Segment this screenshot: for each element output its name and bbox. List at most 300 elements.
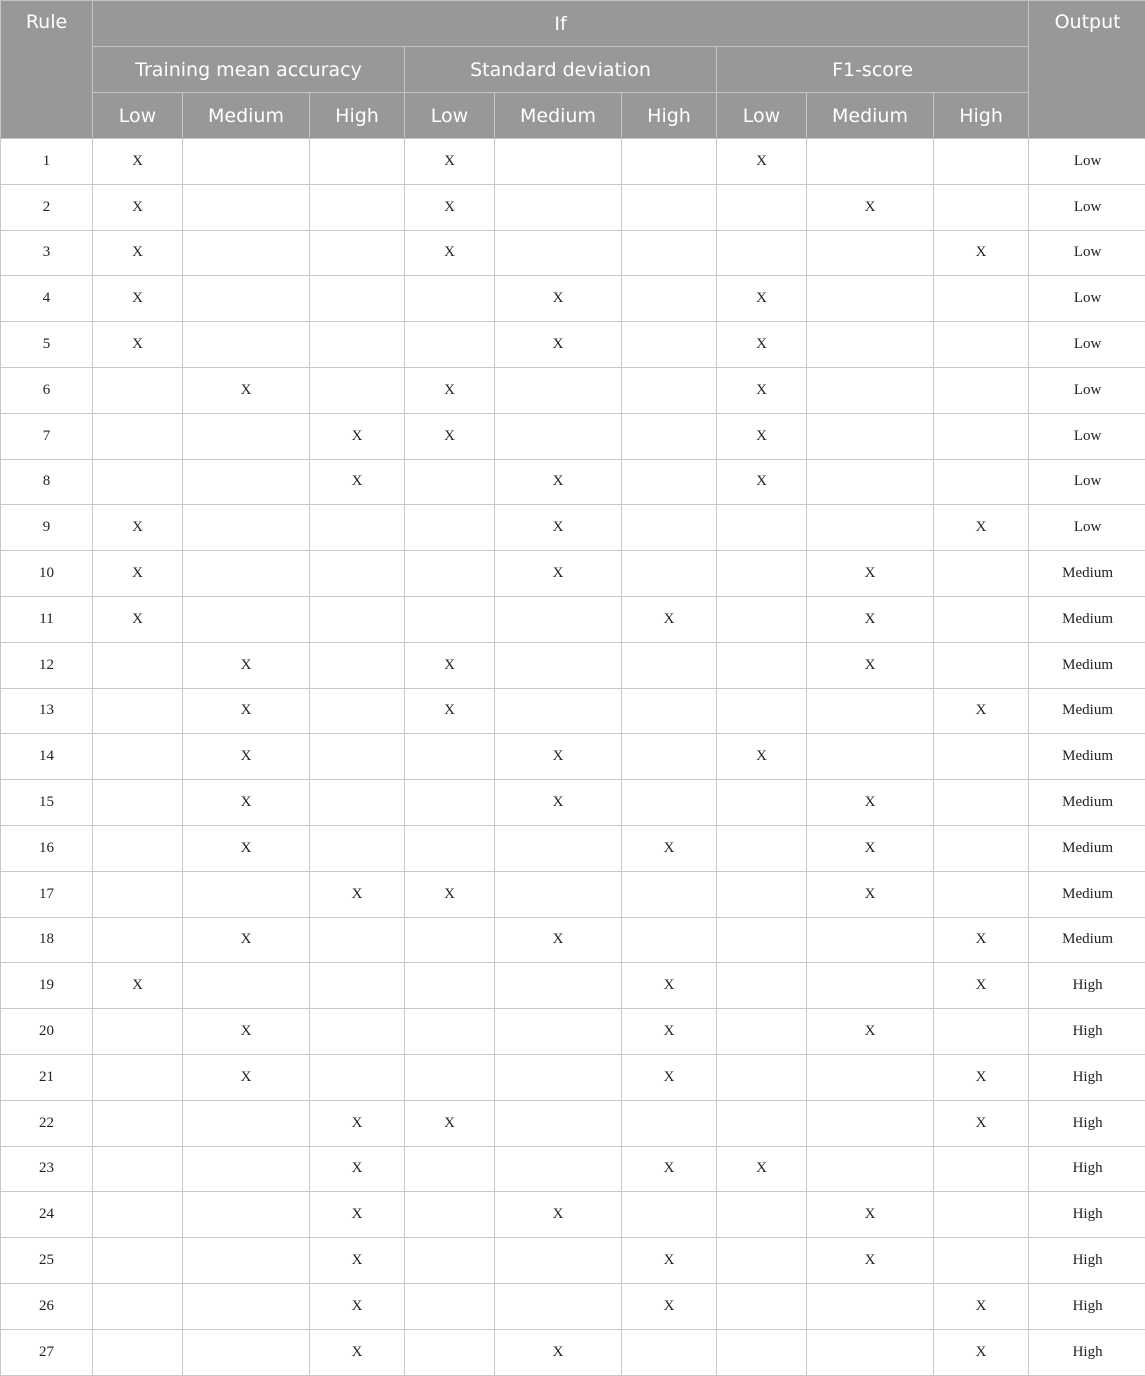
condition-cell: X	[622, 1283, 717, 1329]
condition-cell: X	[807, 1192, 934, 1238]
rule-number-cell: 15	[1, 780, 93, 826]
condition-cell	[93, 734, 183, 780]
condition-cell	[717, 688, 807, 734]
condition-cell: X	[93, 963, 183, 1009]
condition-cell	[717, 230, 807, 276]
table-row	[1, 1283, 1145, 1329]
table-row	[1, 1329, 1145, 1375]
condition-cell	[405, 780, 495, 826]
condition-cell	[717, 1192, 807, 1238]
condition-cell: X	[405, 367, 495, 413]
table-row	[1, 139, 1145, 185]
condition-cell	[495, 825, 622, 871]
condition-cell	[495, 1054, 622, 1100]
output-cell: Low	[1029, 413, 1145, 459]
rule-number-cell: 7	[1, 413, 93, 459]
condition-cell	[807, 1329, 934, 1375]
output-cell: Medium	[1029, 551, 1145, 597]
table-row	[1, 505, 1145, 551]
level-header: High	[934, 93, 1029, 139]
rule-number-cell: 2	[1, 184, 93, 230]
condition-cell	[93, 1009, 183, 1055]
level-header: Medium	[807, 93, 934, 139]
condition-cell: X	[310, 459, 405, 505]
condition-cell	[310, 734, 405, 780]
condition-cell	[93, 1238, 183, 1284]
rule-number-cell: 21	[1, 1054, 93, 1100]
condition-cell	[934, 871, 1029, 917]
condition-cell: X	[183, 1054, 310, 1100]
rule-number-cell: 13	[1, 688, 93, 734]
if-header: If	[93, 1, 1029, 47]
condition-cell	[622, 1329, 717, 1375]
condition-cell	[183, 1192, 310, 1238]
table-row	[1, 367, 1145, 413]
table-row	[1, 596, 1145, 642]
condition-cell	[717, 184, 807, 230]
condition-cell	[622, 1100, 717, 1146]
output-cell: High	[1029, 1100, 1145, 1146]
condition-cell: X	[495, 459, 622, 505]
table-row	[1, 780, 1145, 826]
condition-cell	[934, 1192, 1029, 1238]
condition-cell: X	[310, 1146, 405, 1192]
condition-cell: X	[934, 1283, 1029, 1329]
output-cell: High	[1029, 1283, 1145, 1329]
condition-cell	[495, 1146, 622, 1192]
condition-cell: X	[622, 963, 717, 1009]
group-header-training-accuracy: Training mean accuracy	[93, 47, 405, 93]
rule-number-cell: 27	[1, 1329, 93, 1375]
condition-cell: X	[622, 1009, 717, 1055]
condition-cell: X	[717, 276, 807, 322]
table-row	[1, 871, 1145, 917]
condition-cell	[807, 139, 934, 185]
output-cell: High	[1029, 1054, 1145, 1100]
condition-cell	[622, 688, 717, 734]
condition-cell	[310, 139, 405, 185]
condition-cell: X	[310, 413, 405, 459]
condition-cell: X	[807, 642, 934, 688]
condition-cell: X	[717, 734, 807, 780]
condition-cell	[934, 413, 1029, 459]
condition-cell	[807, 734, 934, 780]
output-cell: High	[1029, 1192, 1145, 1238]
condition-cell: X	[934, 230, 1029, 276]
condition-cell	[183, 1100, 310, 1146]
condition-cell: X	[183, 780, 310, 826]
condition-cell: X	[717, 459, 807, 505]
rule-number-cell: 22	[1, 1100, 93, 1146]
output-cell: High	[1029, 1146, 1145, 1192]
condition-cell	[405, 1329, 495, 1375]
condition-cell	[934, 139, 1029, 185]
condition-cell: X	[622, 1054, 717, 1100]
condition-cell: X	[310, 871, 405, 917]
condition-cell	[934, 184, 1029, 230]
condition-cell: X	[495, 1329, 622, 1375]
condition-cell: X	[93, 230, 183, 276]
condition-cell	[717, 505, 807, 551]
condition-cell	[495, 596, 622, 642]
table-row	[1, 551, 1145, 597]
condition-cell	[717, 1283, 807, 1329]
condition-cell	[622, 551, 717, 597]
table-row	[1, 1100, 1145, 1146]
condition-cell	[495, 367, 622, 413]
condition-cell: X	[405, 1100, 495, 1146]
condition-cell	[93, 1283, 183, 1329]
condition-cell: X	[495, 917, 622, 963]
condition-cell	[934, 322, 1029, 368]
condition-cell: X	[183, 688, 310, 734]
output-cell: Medium	[1029, 871, 1145, 917]
table-row	[1, 184, 1145, 230]
condition-cell	[622, 642, 717, 688]
condition-cell: X	[807, 825, 934, 871]
condition-cell	[622, 322, 717, 368]
condition-cell	[717, 1238, 807, 1284]
condition-cell	[934, 825, 1029, 871]
condition-cell	[934, 596, 1029, 642]
level-header: Low	[717, 93, 807, 139]
condition-cell	[405, 734, 495, 780]
condition-cell	[405, 963, 495, 1009]
condition-cell	[934, 780, 1029, 826]
condition-cell	[405, 1054, 495, 1100]
condition-cell	[310, 322, 405, 368]
rule-number-cell: 12	[1, 642, 93, 688]
condition-cell	[183, 230, 310, 276]
condition-cell	[934, 642, 1029, 688]
condition-cell: X	[93, 322, 183, 368]
condition-cell	[93, 459, 183, 505]
condition-cell: X	[495, 780, 622, 826]
condition-cell: X	[93, 139, 183, 185]
condition-cell	[183, 276, 310, 322]
condition-cell: X	[310, 1329, 405, 1375]
condition-cell: X	[310, 1192, 405, 1238]
condition-cell: X	[807, 1009, 934, 1055]
condition-cell: X	[934, 963, 1029, 1009]
condition-cell: X	[717, 139, 807, 185]
condition-cell: X	[310, 1283, 405, 1329]
rule-number-cell: 6	[1, 367, 93, 413]
condition-cell	[495, 1100, 622, 1146]
output-cell: Low	[1029, 230, 1145, 276]
condition-cell	[405, 1283, 495, 1329]
condition-cell: X	[934, 688, 1029, 734]
condition-cell	[183, 871, 310, 917]
condition-cell	[495, 413, 622, 459]
table-row	[1, 230, 1145, 276]
condition-cell	[93, 1146, 183, 1192]
condition-cell	[405, 1238, 495, 1284]
condition-cell	[310, 184, 405, 230]
output-cell: Low	[1029, 322, 1145, 368]
table-row	[1, 825, 1145, 871]
condition-cell: X	[495, 1192, 622, 1238]
condition-cell	[310, 505, 405, 551]
rule-number-cell: 19	[1, 963, 93, 1009]
table-row	[1, 413, 1145, 459]
condition-cell	[934, 276, 1029, 322]
rule-number-cell: 1	[1, 139, 93, 185]
condition-cell: X	[807, 780, 934, 826]
condition-cell	[310, 367, 405, 413]
condition-cell	[310, 917, 405, 963]
condition-cell	[405, 505, 495, 551]
condition-cell	[183, 184, 310, 230]
condition-cell	[310, 276, 405, 322]
condition-cell: X	[183, 917, 310, 963]
condition-cell	[93, 871, 183, 917]
condition-cell	[717, 871, 807, 917]
condition-cell: X	[495, 276, 622, 322]
condition-cell: X	[495, 551, 622, 597]
condition-cell	[405, 1009, 495, 1055]
group-header-f1-score: F1-score	[717, 47, 1029, 93]
condition-cell: X	[934, 1100, 1029, 1146]
rule-number-cell: 26	[1, 1283, 93, 1329]
condition-cell	[310, 1054, 405, 1100]
condition-cell	[310, 230, 405, 276]
table-row	[1, 1238, 1145, 1284]
rule-number-cell: 24	[1, 1192, 93, 1238]
table-row	[1, 459, 1145, 505]
condition-cell: X	[934, 505, 1029, 551]
condition-cell	[807, 1100, 934, 1146]
output-cell: High	[1029, 1009, 1145, 1055]
condition-cell	[495, 871, 622, 917]
condition-cell: X	[93, 596, 183, 642]
output-cell: Low	[1029, 139, 1145, 185]
condition-cell: X	[717, 367, 807, 413]
condition-cell	[183, 551, 310, 597]
condition-cell	[807, 963, 934, 1009]
table-header	[1, 1, 1145, 139]
condition-cell	[183, 459, 310, 505]
condition-cell	[495, 688, 622, 734]
rule-number-cell: 25	[1, 1238, 93, 1284]
condition-cell: X	[183, 642, 310, 688]
condition-cell	[934, 367, 1029, 413]
condition-cell: X	[405, 688, 495, 734]
condition-cell: X	[717, 322, 807, 368]
condition-cell	[93, 367, 183, 413]
condition-cell	[495, 1009, 622, 1055]
condition-cell: X	[93, 551, 183, 597]
condition-cell	[622, 505, 717, 551]
condition-cell: X	[183, 367, 310, 413]
condition-cell	[310, 596, 405, 642]
condition-cell	[717, 780, 807, 826]
condition-cell	[807, 367, 934, 413]
table-row	[1, 1009, 1145, 1055]
output-cell: Medium	[1029, 596, 1145, 642]
condition-cell	[405, 825, 495, 871]
level-header: Medium	[183, 93, 310, 139]
condition-cell: X	[807, 551, 934, 597]
condition-cell	[495, 642, 622, 688]
condition-cell	[807, 413, 934, 459]
condition-cell: X	[495, 322, 622, 368]
condition-cell	[405, 596, 495, 642]
condition-cell	[717, 596, 807, 642]
condition-cell	[807, 917, 934, 963]
condition-cell	[622, 917, 717, 963]
table-row	[1, 734, 1145, 780]
condition-cell: X	[807, 596, 934, 642]
condition-cell	[717, 825, 807, 871]
condition-cell	[405, 276, 495, 322]
condition-cell	[93, 413, 183, 459]
condition-cell	[93, 1054, 183, 1100]
condition-cell	[717, 963, 807, 1009]
condition-cell	[622, 367, 717, 413]
condition-cell	[183, 139, 310, 185]
condition-cell: X	[183, 825, 310, 871]
rule-number-cell: 8	[1, 459, 93, 505]
condition-cell: X	[622, 1146, 717, 1192]
condition-cell	[310, 963, 405, 1009]
condition-cell	[495, 184, 622, 230]
condition-cell	[717, 917, 807, 963]
condition-cell	[807, 505, 934, 551]
condition-cell: X	[717, 413, 807, 459]
rule-number-cell: 11	[1, 596, 93, 642]
condition-cell	[405, 1192, 495, 1238]
output-cell: Low	[1029, 505, 1145, 551]
condition-cell	[405, 1146, 495, 1192]
condition-cell	[183, 1329, 310, 1375]
condition-cell: X	[93, 184, 183, 230]
rule-number-cell: 17	[1, 871, 93, 917]
condition-cell	[93, 1329, 183, 1375]
table-row	[1, 276, 1145, 322]
condition-cell	[183, 413, 310, 459]
condition-cell: X	[622, 825, 717, 871]
rule-number-cell: 5	[1, 322, 93, 368]
condition-cell	[310, 1009, 405, 1055]
level-header: Low	[405, 93, 495, 139]
level-header: High	[622, 93, 717, 139]
condition-cell: X	[622, 596, 717, 642]
condition-cell	[622, 413, 717, 459]
condition-cell	[717, 642, 807, 688]
condition-cell	[495, 139, 622, 185]
condition-cell	[622, 139, 717, 185]
output-column-header: Output	[1029, 1, 1145, 139]
level-header: High	[310, 93, 405, 139]
condition-cell	[93, 917, 183, 963]
condition-cell	[183, 596, 310, 642]
rule-number-cell: 20	[1, 1009, 93, 1055]
condition-cell	[183, 1238, 310, 1284]
condition-cell	[622, 871, 717, 917]
rule-number-cell: 10	[1, 551, 93, 597]
condition-cell	[93, 642, 183, 688]
condition-cell: X	[807, 871, 934, 917]
output-cell: Low	[1029, 276, 1145, 322]
condition-cell: X	[183, 1009, 310, 1055]
condition-cell: X	[622, 1238, 717, 1284]
condition-cell	[934, 459, 1029, 505]
condition-cell	[405, 322, 495, 368]
rule-column-header: Rule	[1, 1, 93, 139]
condition-cell	[495, 230, 622, 276]
output-cell: Medium	[1029, 825, 1145, 871]
condition-cell	[495, 1283, 622, 1329]
condition-cell: X	[495, 734, 622, 780]
table-row	[1, 322, 1145, 368]
condition-cell: X	[405, 230, 495, 276]
rule-number-cell: 9	[1, 505, 93, 551]
condition-cell: X	[310, 1100, 405, 1146]
output-cell: Medium	[1029, 688, 1145, 734]
condition-cell: X	[405, 413, 495, 459]
condition-cell	[310, 642, 405, 688]
condition-cell	[807, 688, 934, 734]
condition-cell	[183, 1283, 310, 1329]
group-header-standard-deviation: Standard deviation	[405, 47, 717, 93]
output-cell: Low	[1029, 367, 1145, 413]
condition-cell	[622, 734, 717, 780]
rule-number-cell: 14	[1, 734, 93, 780]
condition-cell	[807, 276, 934, 322]
condition-cell	[622, 459, 717, 505]
condition-cell	[622, 230, 717, 276]
output-cell: High	[1029, 1329, 1145, 1375]
condition-cell	[807, 1283, 934, 1329]
condition-cell: X	[405, 139, 495, 185]
condition-cell	[495, 963, 622, 1009]
output-cell: Medium	[1029, 780, 1145, 826]
output-cell: High	[1029, 1238, 1145, 1284]
condition-cell	[622, 184, 717, 230]
condition-cell	[183, 505, 310, 551]
condition-cell	[183, 322, 310, 368]
condition-cell	[310, 825, 405, 871]
condition-cell	[717, 1054, 807, 1100]
condition-cell	[93, 1100, 183, 1146]
output-cell: Low	[1029, 184, 1145, 230]
condition-cell: X	[405, 871, 495, 917]
condition-cell	[717, 551, 807, 597]
condition-cell	[310, 688, 405, 734]
condition-cell	[807, 459, 934, 505]
level-header: Medium	[495, 93, 622, 139]
condition-cell: X	[405, 642, 495, 688]
condition-cell	[93, 825, 183, 871]
condition-cell	[807, 1054, 934, 1100]
output-cell: High	[1029, 963, 1145, 1009]
condition-cell	[622, 780, 717, 826]
condition-cell	[93, 780, 183, 826]
condition-cell	[495, 1238, 622, 1284]
condition-cell: X	[934, 917, 1029, 963]
table-row	[1, 917, 1145, 963]
condition-cell	[807, 230, 934, 276]
condition-cell: X	[807, 184, 934, 230]
output-cell: Medium	[1029, 642, 1145, 688]
rule-number-cell: 3	[1, 230, 93, 276]
condition-cell	[310, 551, 405, 597]
condition-cell	[934, 734, 1029, 780]
rule-number-cell: 4	[1, 276, 93, 322]
condition-cell	[807, 322, 934, 368]
level-header: Low	[93, 93, 183, 139]
